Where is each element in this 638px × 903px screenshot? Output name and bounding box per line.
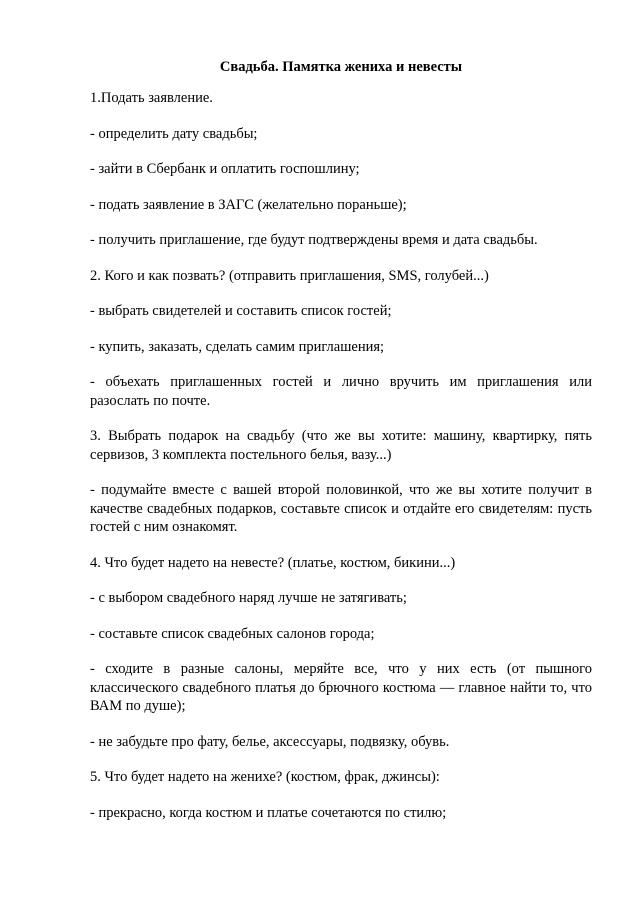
paragraph-step-1: 1.Подать заявление. — [90, 90, 213, 106]
paragraph: - прекрасно, когда костюм и платье сочетаются по стилю; — [90, 804, 447, 821]
paragraph: - зайти в Сбербанк и оплатить госпошлину; — [90, 161, 360, 177]
paragraph: - не забудьте про фату, белье, аксессуары, подвязку, обувь. — [90, 733, 450, 750]
paragraph: - подумайте вместе с вашей второй половинкой, что же вы хотите получит в качестве свадебных подарков, составьте список и отдайте его свидетелям: пусть гостей с ним ознакомят. — [90, 482, 592, 535]
paragraph: - купить, заказать, сделать самим приглашения; — [90, 338, 385, 355]
paragraph: - сходите в разные салоны, меряйте все, что у них есть (от пышного классического свадебного платья до брючного костюма — главное найти то, что ВАМ по душе); — [90, 661, 592, 714]
paragraph-step-4: 4. Что будет надето на невесте? (платье, костюм, бикини...) — [90, 554, 456, 571]
paragraph-step-5: 5. Что будет надето на женихе? (костюм, фрак, джинсы): — [90, 769, 440, 785]
paragraph-step-3: 3. Выбрать подарок на свадьбу (что же вы хотите: машину, квартирку, пять сервизов, 3 комплекта постельного белья, вазу...) — [90, 428, 592, 463]
document-title: Свадьба. Памятка жениха и невесты — [219, 59, 463, 75]
paragraph: - определить дату свадьбы; — [90, 125, 258, 142]
paragraph: - выбрать свидетелей и составить список гостей; — [90, 303, 392, 319]
paragraph: - с выбором свадебного наряд лучше не затягивать; — [90, 590, 407, 606]
paragraph: - объехать приглашенных гостей и лично вручить им приглашения или разослать по почте. — [90, 374, 592, 409]
paragraph-step-2: 2. Кого и как позвать? (отправить приглашения, SMS, голубей...) — [90, 267, 489, 284]
paragraph: - получить приглашение, где будут подтверждены время и дата свадьбы. — [90, 232, 538, 248]
paragraph: - составьте список свадебных салонов города; — [90, 625, 375, 642]
paragraph: - подать заявление в ЗАГС (желательно пораньше); — [90, 196, 407, 213]
